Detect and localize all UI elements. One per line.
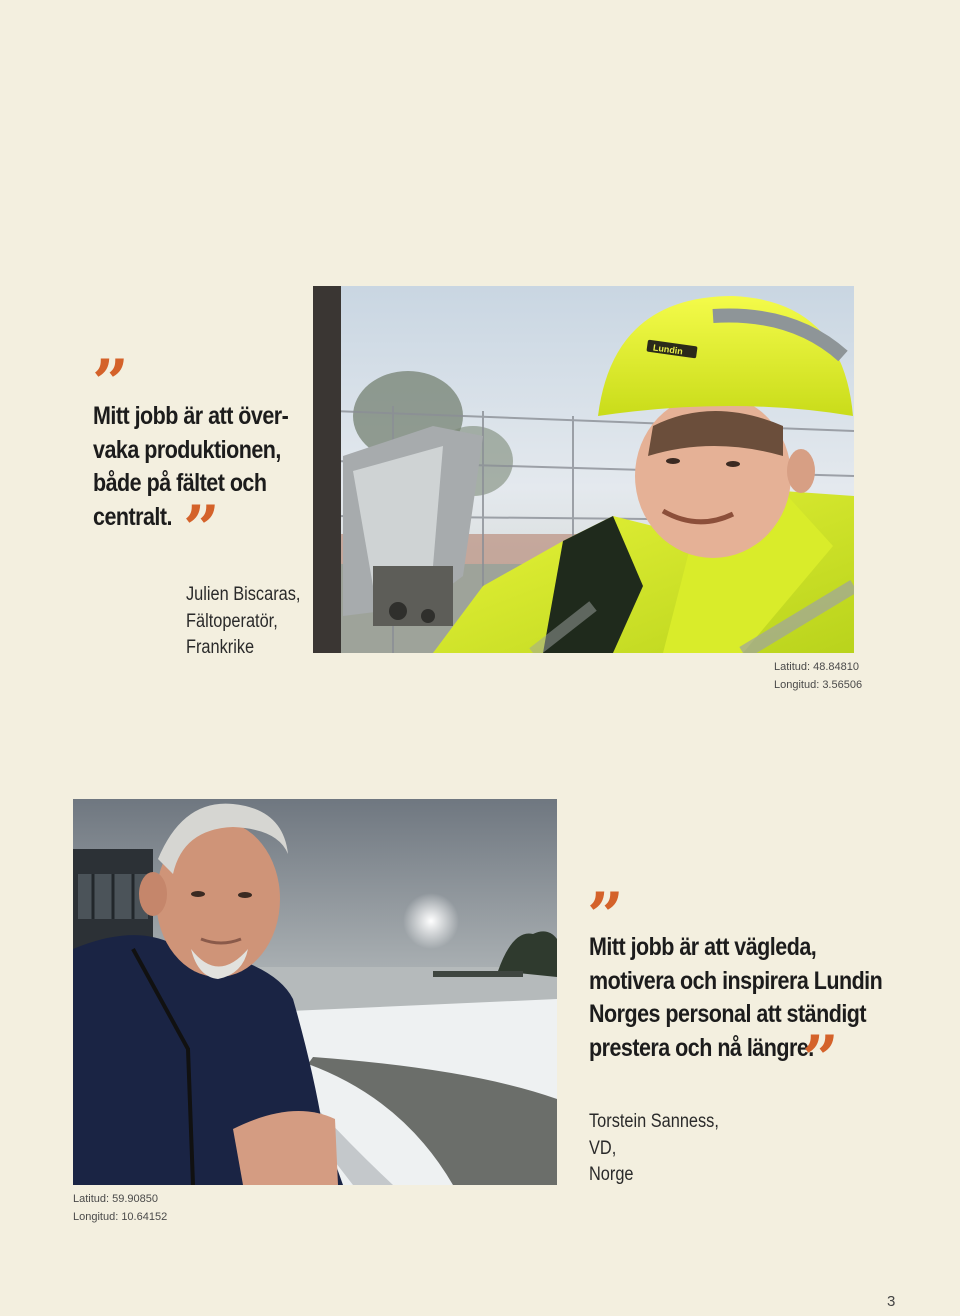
bottom-coordinates xyxy=(73,1190,167,1226)
bottom-attribution xyxy=(589,1109,719,1189)
longitude: Longitud: 3.56506 xyxy=(774,679,863,691)
quote-line: centralt. xyxy=(93,502,172,531)
quote-line: motivera och inspirera Lundin xyxy=(589,966,883,995)
quote-close-mark: ” xyxy=(802,1022,833,1097)
top-coordinates xyxy=(774,658,862,694)
field-operator-photo xyxy=(313,286,854,653)
longitude: Longitud: 10.64152 xyxy=(73,1211,168,1223)
quote-open-mark: ” xyxy=(92,346,123,421)
quote-line: Mitt jobb är att vägleda, xyxy=(589,933,817,961)
latitude: Latitud: 59.90850 xyxy=(73,1193,159,1205)
attribution-country: Norge xyxy=(589,1164,634,1185)
helmet-logo: Lundin xyxy=(652,342,684,357)
bottom-quote xyxy=(589,931,882,1065)
quote-line: både på fältet och xyxy=(93,469,267,497)
attribution-name: Julien Biscaras, xyxy=(186,584,301,605)
ceo-photo xyxy=(73,799,557,1185)
quote-open-mark: ” xyxy=(587,879,618,954)
attribution-role: Fältoperatör, xyxy=(186,610,278,632)
page-number: 3 xyxy=(887,1293,896,1310)
attribution-role: VD, xyxy=(589,1137,617,1159)
quote-line: Norges personal att ständigt xyxy=(589,1000,867,1028)
quote-line: vaka produktionen, xyxy=(93,435,281,464)
quote-line: prestera och nå längre. xyxy=(589,1033,814,1062)
attribution-country: Frankrike xyxy=(186,637,255,658)
quote-line: Mitt jobb är att över- xyxy=(93,402,289,430)
top-attribution xyxy=(186,582,300,662)
latitude: Latitud: 48.84810 xyxy=(774,661,860,673)
attribution-name: Torstein Sanness, xyxy=(589,1111,719,1132)
quote-close-mark: ” xyxy=(183,492,214,567)
